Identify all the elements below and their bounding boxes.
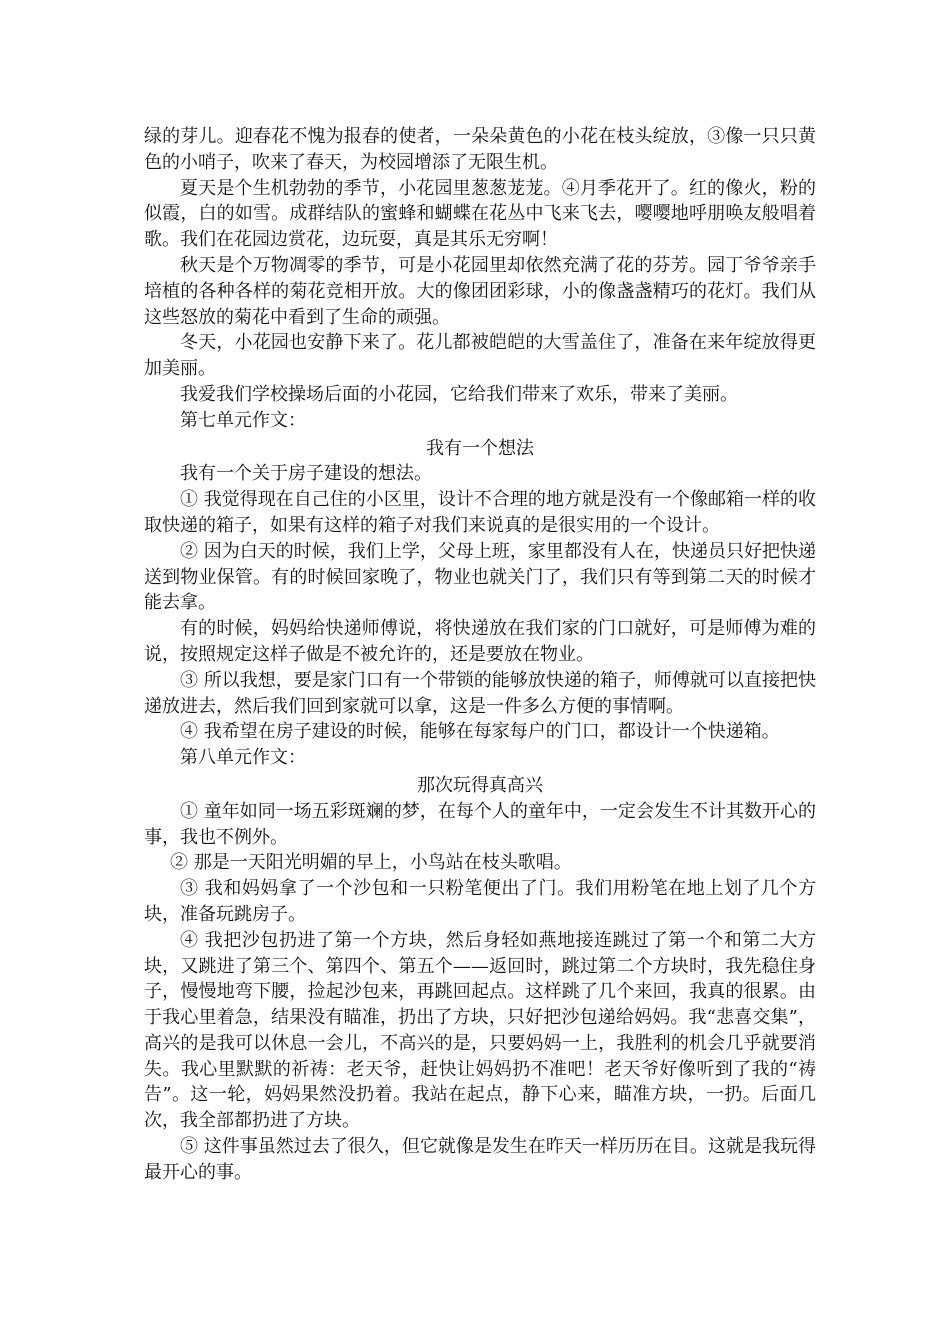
paragraph: 有的时候，妈妈给快递师傅说，将快递放在我们家的门口就好，可是师傅为难的说，按照规定这样子做是不被允许的，还是要放在物业。 xyxy=(144,618,816,665)
paragraph: ⑤ 这件事虽然过去了很久，但它就像是发生在昨天一样历历在目。这就是我玩得最开心的事。 xyxy=(144,1136,816,1183)
section-title: 我有一个想法 xyxy=(426,437,534,459)
paragraph: ① 童年如同一场五彩斑斓的梦，在每个人的童年中，一定会发生不计其数开心的事，我也不例外。 xyxy=(144,800,816,848)
paragraph: ① 我觉得现在自己住的小区里，设计不合理的地方就是没有一个像邮箱一样的收取快递的箱子，如果有这样的箱子对我们来说真的是很实用的一个设计。 xyxy=(144,489,816,536)
paragraph: 冬天，小花园也安静下来了。花儿都被皑皑的大雪盖住了，准备在来年绽放得更加美丽。 xyxy=(144,332,816,380)
paragraph: ③ 所以我想，要是家门口有一个带锁的能够放快递的箱子，师傅就可以直接把快递放进去，然后我们回到家就可以拿，这是一件多么方便的事情啊。 xyxy=(144,669,816,717)
paragraph: 秋天是个万物凋零的季节，可是小花园里却依然充满了花的芬芳。园丁爷爷亲手培植的各种各样的菊花竞相开放。大的像团团彩球，小的像盏盏精巧的花灯。我们从这些怒放的菊花中看到了生命的顽强。 xyxy=(144,254,816,328)
paragraph: 第八单元作文： xyxy=(180,747,306,769)
document-page xyxy=(144,124,816,1186)
section-title: 那次玩得真高兴 xyxy=(417,774,543,796)
paragraph: 第七单元作文： xyxy=(180,409,306,431)
paragraph: ④ 我把沙包扔进了第一个方块，然后身轻如燕地接连跳过了第一个和第二大方块，又跳进了第三个、第四个、第五个——返回时，跳过第二个方块时，我先稳住身子，慢慢地弯下腰，捡起沙包来，再跳回起点。这样跳了几个来回，我真的很累。由于我心里着急，结果没有瞄准，扔出了方块，只好把沙包递给妈妈。我“悲喜交集”，高兴的是我可以休息一会儿，不高兴的是，只要妈妈一上，我胜利的机会几乎就要消失。我心里默默的祈祷：老天爷，赶快让妈妈扔不准吧！老天爷好像听到了我的“祷告”。这一轮，妈妈果然没扔着。我站在起点，静下心来，瞄准方块，一扔。后面几次，我全部都扔进了方块。 xyxy=(144,929,816,1132)
paragraph: ② 因为白天的时候，我们上学，父母上班，家里都没有人在，快递员只好把快递送到物业保管。有的时候回家晚了，物业也就关门了，我们只有等到第二天的时候才能去拿。 xyxy=(144,540,816,614)
paragraph: 绿的芽儿。迎春花不愧为报春的使者，一朵朵黄色的小花在枝头绽放，③像一只只黄色的小哨子，吹来了春天，为校园增添了无限生机。 xyxy=(144,126,816,173)
paragraph: ② 那是一天阳光明媚的早上，小鸟站在枝头歌唱。 xyxy=(170,852,572,874)
paragraph: 夏天是个生机勃勃的季节，小花园里葱葱茏茏。④月季花开了。红的像火，粉的似霞，白的如雪。成群结队的蜜蜂和蝴蝶在花丛中飞来飞去，嘤嘤地呼朋唤友般唱着歌。我们在花园边赏花，边玩耍，真是其乐无穷啊！ xyxy=(144,177,816,251)
paragraph: 我有一个关于房子建设的想法。 xyxy=(180,463,432,485)
paragraph: 我爱我们学校操场后面的小花园，它给我们带来了欢乐，带来了美丽。 xyxy=(180,383,738,405)
paragraph: ④ 我希望在房子建设的时候，能够在每家每户的门口，都设计一个快递箱。 xyxy=(180,721,780,743)
paragraph: ③ 我和妈妈拿了一个沙包和一只粉笔便出了门。我们用粉笔在地上划了几个方块，准备玩跳房子。 xyxy=(144,878,816,925)
